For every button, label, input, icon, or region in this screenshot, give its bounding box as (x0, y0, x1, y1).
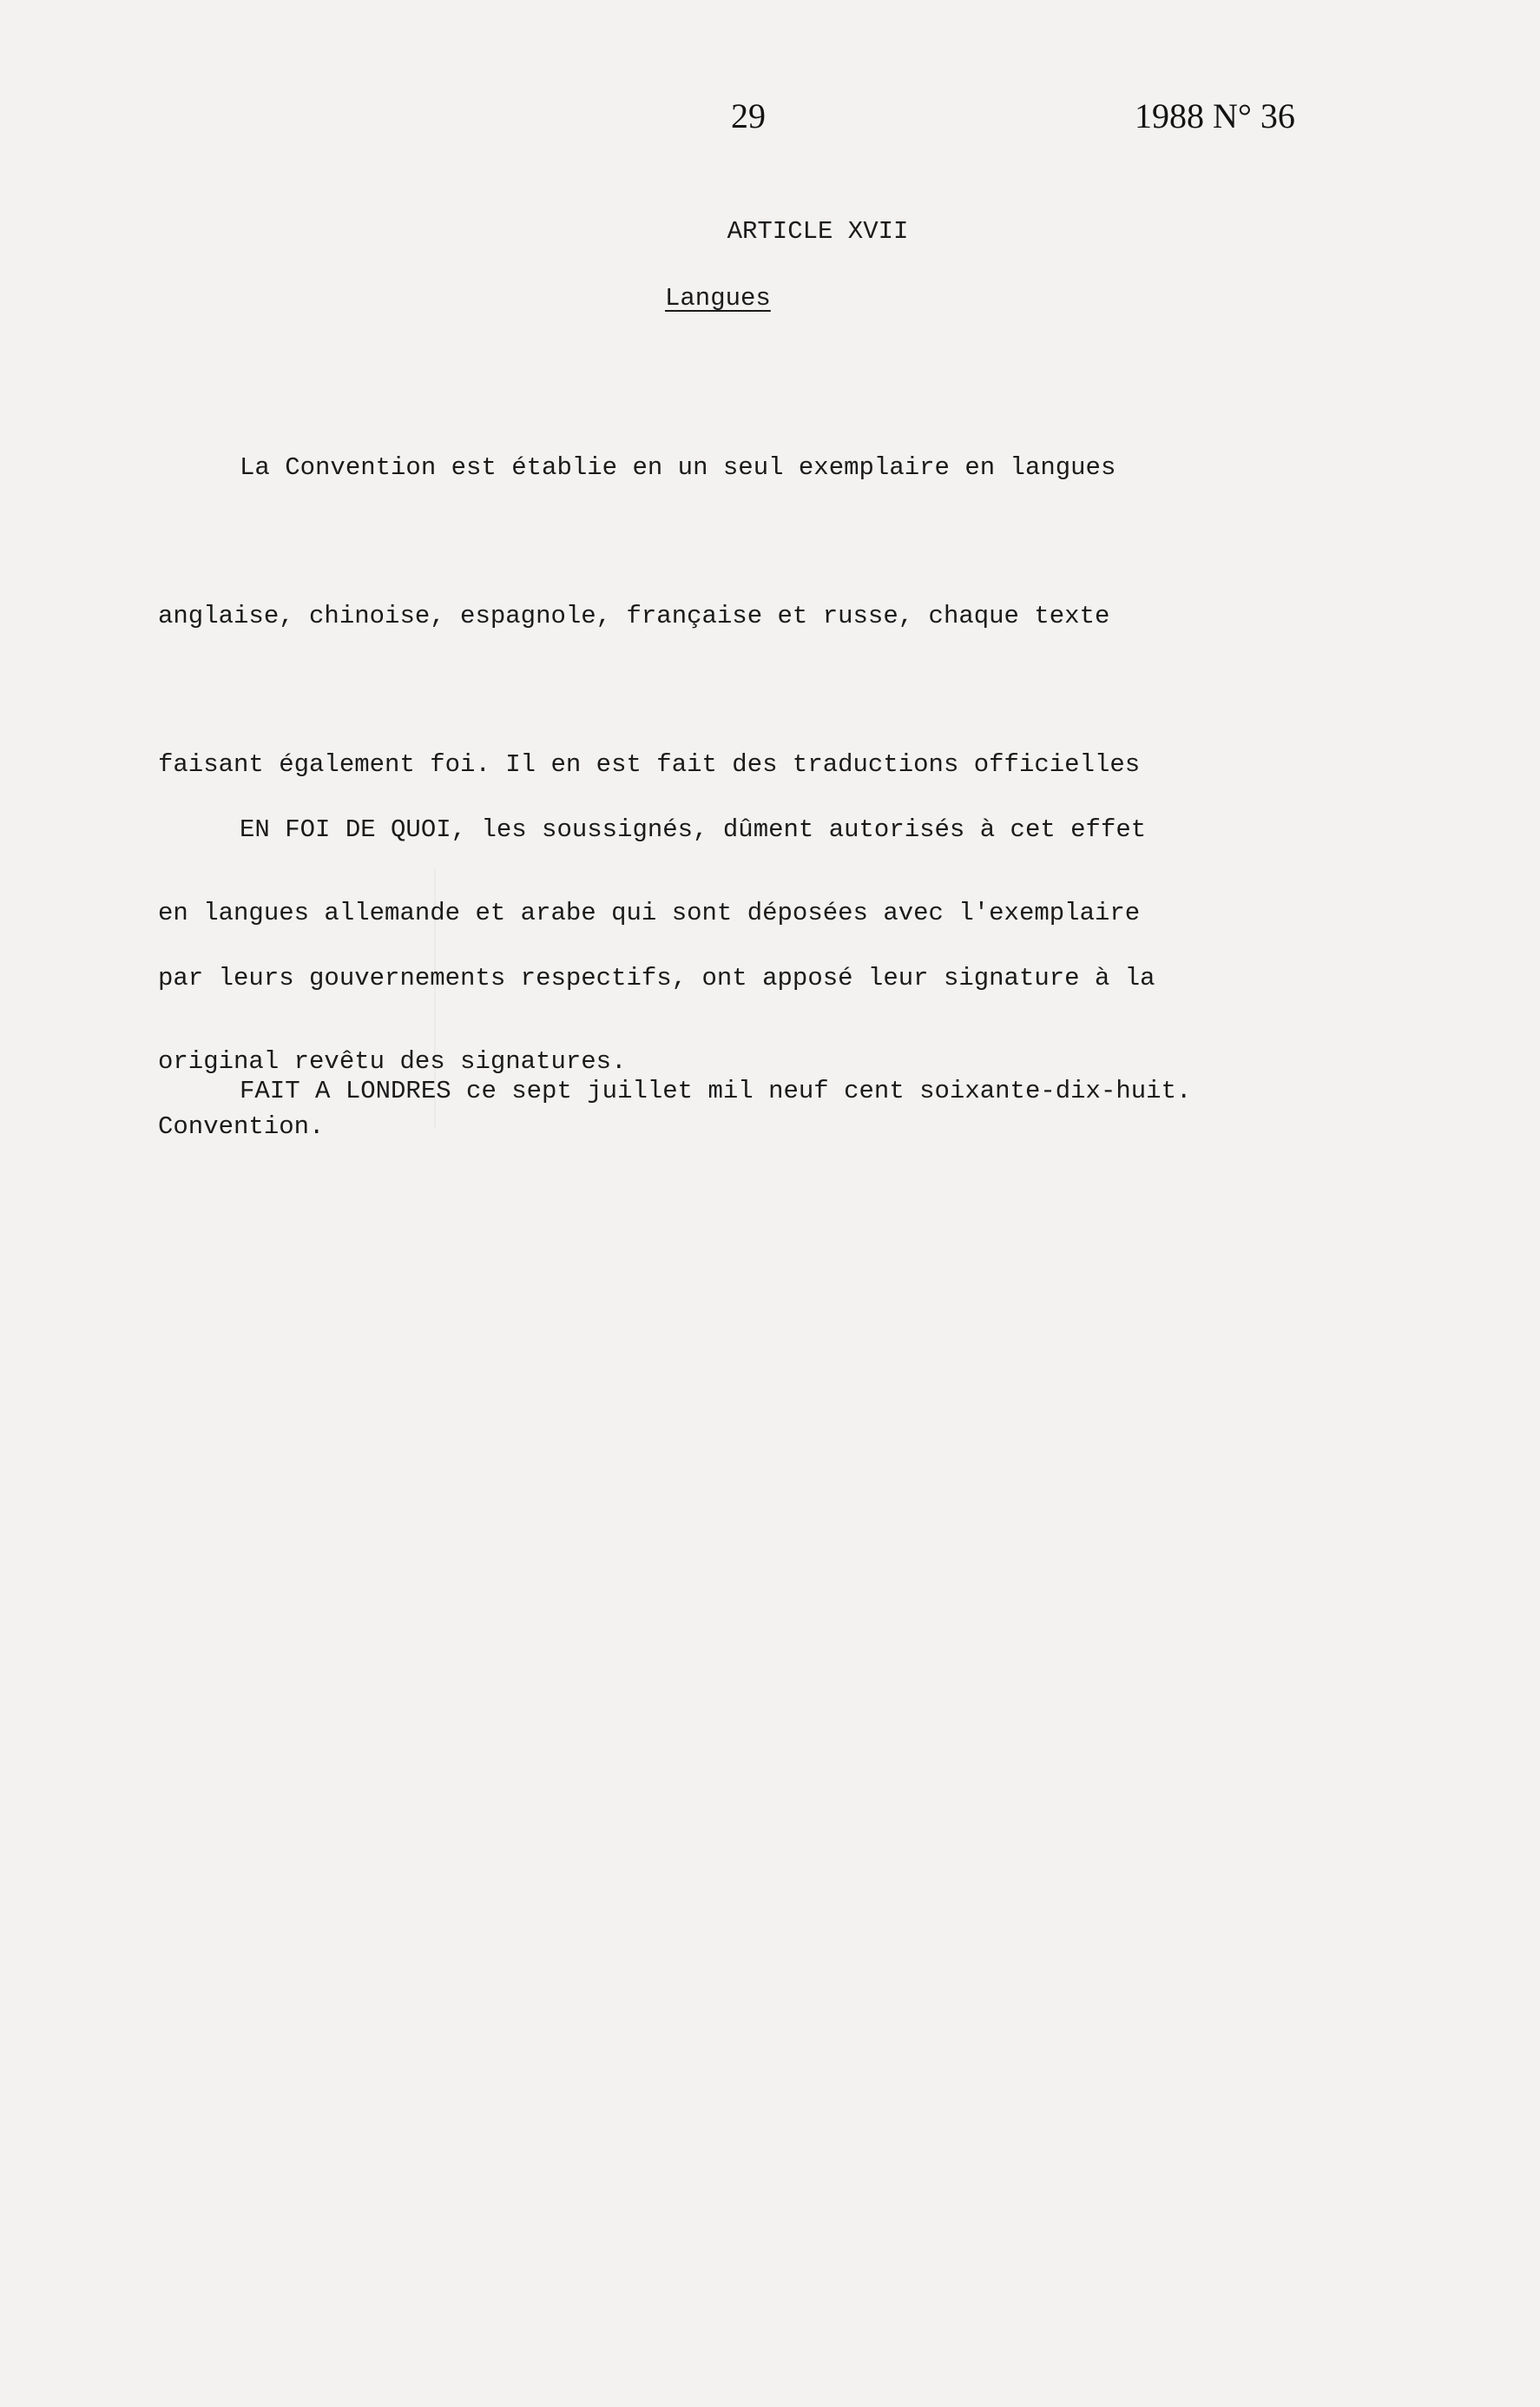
paragraph-line: Convention. (158, 1112, 325, 1141)
article-title: ARTICLE XVII (727, 217, 909, 246)
paper-smudge (434, 868, 436, 1129)
paragraph-line: EN FOI DE QUOI, les soussignés, dûment autorisés à cet effet (240, 815, 1147, 844)
paragraph-line: en langues allemande et arabe qui sont déposées avec l'exemplaire (158, 899, 1141, 927)
paragraph-line: FAIT A LONDRES ce sept juillet mil neuf cent soixante-dix-huit. (240, 1077, 1192, 1105)
paragraph-line: faisant également foi. Il en est fait des traductions officielles (158, 750, 1141, 779)
paragraph-done-at (158, 967, 1287, 1215)
section-title: Langues (665, 284, 771, 313)
paragraph-line: anglaise, chinoise, espagnole, française et russe, chaque texte (158, 602, 1110, 630)
paragraph-line: par leurs gouvernements respectifs, ont apposé leur signature à la (158, 964, 1155, 992)
page-number: 29 (731, 96, 766, 135)
paragraph-line: original revêtu des signatures. (158, 1047, 627, 1076)
paragraph-line: La Convention est établie en un seul exemplaire en langues (240, 453, 1116, 482)
document-reference: 1988 N° 36 (1135, 96, 1295, 135)
page-header (0, 96, 1540, 148)
